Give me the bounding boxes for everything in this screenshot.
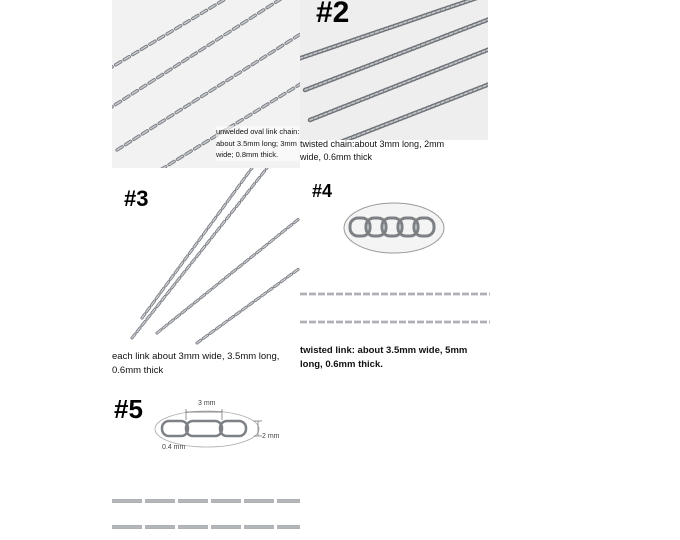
panel-5-number: #5 [114, 394, 143, 424]
panel-2-number: #2 [316, 0, 350, 29]
panel-5-cable-chain [112, 384, 300, 540]
panel-3-number: #3 [124, 186, 149, 211]
caption-line: about 3.5mm long; 3mm [216, 138, 297, 148]
panel-1-oval-link-chain [112, 0, 300, 168]
panel-4-caption [300, 344, 467, 372]
dimension-width: 2 mm [262, 433, 280, 440]
caption-line: each link about 3mm wide, 3.5mm long, [112, 351, 280, 362]
caption-line: twisted chain:about 3mm long, 2mm [300, 139, 445, 149]
caption-line: unwelded oval link chain: [216, 127, 300, 136]
caption-line: wide; 0.8mm thick. [216, 150, 279, 160]
panel-3-caption [112, 350, 279, 378]
caption-line: twisted link: about 3.5mm wide, 5mm [300, 345, 468, 356]
panel-4-twisted-link [300, 168, 490, 383]
dimension-length: 3 mm [198, 400, 216, 407]
panel-1-caption [216, 126, 299, 161]
panel-3-link-chain [112, 168, 300, 383]
panel-4-number: #4 [312, 181, 333, 201]
panel-2-twisted-chain [300, 0, 488, 168]
caption-line: wide, 0.6mm thick [300, 152, 373, 163]
caption-line: long, 0.6mm thick. [300, 358, 383, 370]
caption-line: 0.6mm thick [112, 364, 164, 376]
dimension-thickness: 0.4 mm [162, 444, 186, 451]
panel-2-caption [300, 138, 444, 164]
